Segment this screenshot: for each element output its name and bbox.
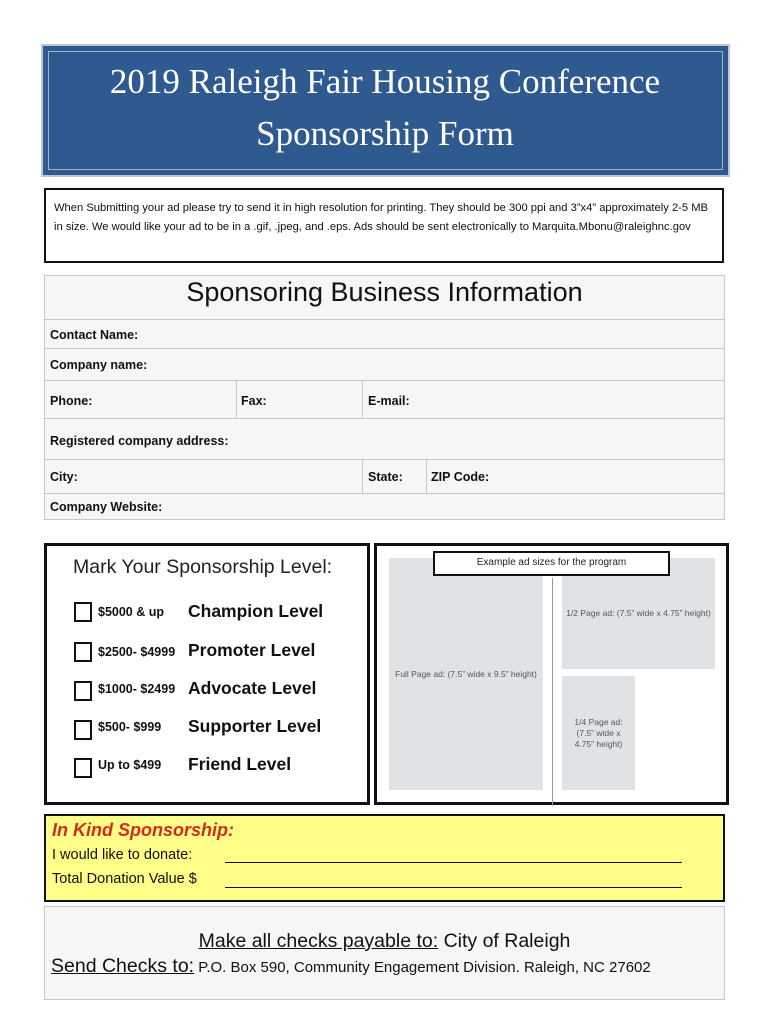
divider: [45, 348, 725, 349]
level-amount: $1000- $2499: [98, 682, 176, 696]
divider: [236, 380, 237, 418]
divider: [426, 459, 427, 493]
donate-input-line[interactable]: [225, 862, 682, 863]
payable-line: [44, 930, 725, 953]
send-checks-line: [51, 955, 651, 978]
website-field[interactable]: Company Website:: [50, 500, 163, 514]
divider: [362, 459, 363, 493]
level-amount: Up to $499: [98, 758, 162, 772]
divider: [552, 578, 553, 806]
city-field[interactable]: City:: [50, 470, 78, 484]
payable-to: City of Raleigh: [438, 930, 571, 952]
level-amount: $5000 & up: [98, 605, 165, 619]
instructions-box: When Submitting your ad please try to send it in high resolution for printing. They should be 300 ppi and 3”x4” approximately 2-5 MB in size. We would like your ad to be in a .gif, .jpeg, and .eps. Ads should be sent electronically to Marquita.Mbonu@raleighnc.gov: [44, 188, 724, 263]
in-kind-heading: In Kind Sponsorship:: [52, 820, 234, 840]
level-amount: $2500- $4999: [98, 645, 176, 659]
level-amount: $500- $999: [98, 720, 162, 734]
example-ad-sizes-label: Example ad sizes for the program: [433, 551, 670, 576]
donate-label: I would like to donate:: [52, 847, 193, 863]
divider: [45, 418, 725, 419]
donation-value-input-line[interactable]: [225, 887, 682, 888]
company-name-field[interactable]: Company name:: [50, 358, 148, 372]
quarter-page-ad-example: 1/4 Page ad: (7.5” wide x 4.75” height): [562, 676, 635, 790]
divider: [45, 380, 725, 381]
mailing-address: P.O. Box 590, Community Engagement Division. Raleigh, NC 27602: [194, 959, 651, 976]
email-field[interactable]: E-mail:: [368, 394, 410, 408]
advocate-level-checkbox[interactable]: [74, 681, 92, 701]
champion-level-checkbox[interactable]: [74, 602, 92, 622]
divider: [45, 319, 725, 320]
full-page-ad-example: Full Page ad: (7.5” wide x 9.5” height): [389, 558, 543, 790]
divider: [45, 459, 725, 460]
level-name: Champion Level: [188, 601, 324, 621]
send-checks-label: Send Checks to:: [51, 955, 195, 977]
supporter-level-checkbox[interactable]: [74, 720, 92, 740]
fax-field[interactable]: Fax:: [241, 394, 267, 408]
promoter-level-checkbox[interactable]: [74, 642, 92, 662]
level-name: Friend Level: [188, 754, 292, 774]
half-page-ad-example: 1/2 Page ad: (7.5” wide x 4.75” height): [562, 558, 715, 669]
phone-field[interactable]: Phone:: [50, 394, 93, 408]
divider: [362, 380, 363, 418]
level-name: Supporter Level: [188, 716, 322, 736]
contact-name-field[interactable]: Contact Name:: [50, 328, 139, 342]
divider: [45, 493, 725, 494]
friend-level-checkbox[interactable]: [74, 758, 92, 778]
page-subtitle: Sponsorship Form: [256, 114, 514, 153]
level-name: Advocate Level: [188, 678, 317, 698]
sponsorship-level-heading: Mark Your Sponsorship Level:: [73, 556, 333, 578]
level-name: Promoter Level: [188, 640, 316, 660]
address-field[interactable]: Registered company address:: [50, 434, 229, 448]
state-field[interactable]: State:: [368, 470, 403, 484]
zip-field[interactable]: ZIP Code:: [431, 470, 490, 484]
donation-value-label: Total Donation Value $: [52, 871, 197, 887]
business-info-heading: Sponsoring Business Information: [186, 277, 583, 307]
checks-section: [44, 906, 725, 1000]
page-title: 2019 Raleigh Fair Housing Conference: [109, 62, 661, 101]
payable-label: Make all checks payable to:: [198, 930, 439, 952]
